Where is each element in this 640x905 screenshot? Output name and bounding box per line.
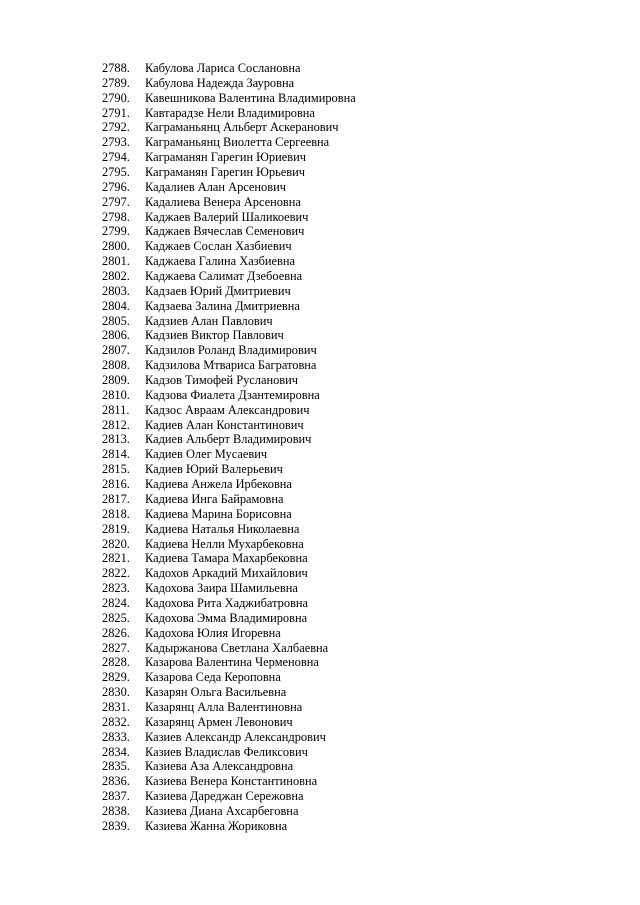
list-item	[102, 537, 356, 552]
list-item	[102, 685, 356, 700]
list-item	[102, 61, 356, 76]
list-item	[102, 180, 356, 195]
entry-name: Казарянц Армен Левонович	[145, 714, 293, 729]
entry-number: 2794.	[102, 150, 130, 165]
entry-number: 2825.	[102, 610, 130, 625]
entry-number: 2823.	[102, 581, 130, 596]
entry-name: Кадохова Заира Шамильевна	[145, 581, 298, 596]
entry-number: 2805.	[102, 313, 130, 328]
entry-name: Казарова Седа Кероповна	[145, 670, 281, 685]
entry-number: 2821.	[102, 551, 130, 566]
entry-number: 2826.	[102, 625, 130, 640]
entry-number: 2814.	[102, 447, 130, 462]
entry-number: 2793.	[102, 135, 130, 150]
entry-name: Кадохова Юлия Игоревна	[145, 625, 281, 640]
entry-number: 2812.	[102, 417, 130, 432]
entry-number: 2838.	[102, 803, 130, 818]
entry-number: 2807.	[102, 343, 130, 358]
entry-number: 2808.	[102, 358, 130, 373]
list-item	[102, 76, 356, 91]
entry-name: Кавешникова Валентина Владимировна	[145, 90, 356, 105]
entry-name: Кадзаев Юрий Дмитриевич	[145, 283, 291, 298]
list-item	[102, 715, 356, 730]
entry-name: Кадиев Олег Мусаевич	[145, 447, 268, 462]
entry-number: 2798.	[102, 209, 130, 224]
list-item	[102, 165, 356, 180]
entry-name: Кабулова Надежда Зауровна	[145, 75, 295, 90]
entry-number: 2834.	[102, 744, 130, 759]
entry-name: Кадохова Эмма Владимировна	[145, 610, 308, 625]
entry-name: Казиева Венера Константиновна	[145, 774, 318, 789]
entry-name: Кадзаева Залина Дмитриевна	[145, 298, 300, 313]
entry-name: Казарова Валентина Черменовна	[145, 655, 319, 670]
list-item	[102, 759, 356, 774]
list-item	[102, 254, 356, 269]
list-item	[102, 566, 356, 581]
list-item	[102, 596, 356, 611]
entry-number: 2817.	[102, 491, 130, 506]
entry-name: Каграманьянц Альберт Аскеранович	[145, 120, 339, 135]
list-item	[102, 655, 356, 670]
entry-number: 2797.	[102, 194, 130, 209]
entry-number: 2811.	[102, 402, 130, 417]
entry-number: 2836.	[102, 774, 130, 789]
entry-name: Казиева Диана Ахсарбеговна	[145, 803, 299, 818]
entry-name: Казарянц Алла Валентиновна	[145, 699, 303, 714]
entry-number: 2795.	[102, 165, 130, 180]
entry-name: Кадиева Наталья Николаевна	[145, 521, 300, 536]
entry-number: 2839.	[102, 818, 130, 833]
entry-number: 2810.	[102, 387, 130, 402]
entry-number: 2788.	[102, 61, 130, 75]
entry-name: Каджаев Сослан Хазбиевич	[145, 239, 292, 254]
entry-name: Кадиева Тамара Махарбековна	[145, 551, 308, 566]
list-item	[102, 195, 356, 210]
entry-number: 2824.	[102, 595, 130, 610]
entry-name: Кавтарадзе Нели Владимировна	[145, 105, 315, 120]
list-item	[102, 462, 356, 477]
list-item	[102, 432, 356, 447]
entry-name: Кадиев Алан Константинович	[145, 417, 304, 432]
entry-number: 2831.	[102, 699, 130, 714]
entry-name: Каджаева Галина Хазбиевна	[145, 254, 296, 269]
entry-name: Кабулова Лариса Сослановна	[145, 61, 301, 75]
entry-name: Кадзилова Мтвариса Багратовна	[145, 358, 317, 373]
entry-name: Кадохов Аркадий Михайлович	[145, 566, 308, 581]
entry-name: Каграманян Гарегин Юрьевич	[145, 165, 305, 180]
entry-name: Каграманян Гарегин Юриевич	[145, 150, 306, 165]
list-item	[102, 670, 356, 685]
entry-number: 2819.	[102, 521, 130, 536]
entry-name: Казиева Жанна Жориковна	[145, 818, 288, 833]
entry-number: 2822.	[102, 566, 130, 581]
list-item	[102, 224, 356, 239]
entry-name: Каграманьянц Виолетта Сергеевна	[145, 135, 330, 150]
entry-name: Каджаев Валерий Шаликоевич	[145, 209, 309, 224]
list-item	[102, 284, 356, 299]
list-item	[102, 239, 356, 254]
entry-name: Кадзиев Алан Павлович	[145, 313, 273, 328]
entry-number: 2815.	[102, 462, 130, 477]
list-item	[102, 551, 356, 566]
list-item	[102, 774, 356, 789]
list-item	[102, 581, 356, 596]
list-item	[102, 641, 356, 656]
entry-number: 2828.	[102, 655, 130, 670]
list-item	[102, 700, 356, 715]
entry-number: 2800.	[102, 239, 130, 254]
list-item	[102, 388, 356, 403]
entry-number: 2789.	[102, 75, 130, 90]
entry-name: Казиева Аза Александровна	[145, 759, 294, 774]
entry-name: Кадохова Рита Хаджибатровна	[145, 595, 309, 610]
entry-name: Каджаев Вячеслав Семенович	[145, 224, 305, 239]
entry-number: 2799.	[102, 224, 130, 239]
list-item	[102, 418, 356, 433]
entry-name: Кадиева Марина Борисовна	[145, 506, 292, 521]
entry-number: 2818.	[102, 506, 130, 521]
entry-name: Кадиев Юрий Валерьевич	[145, 462, 283, 477]
list-item	[102, 507, 356, 522]
entry-number: 2790.	[102, 90, 130, 105]
list-item	[102, 358, 356, 373]
entry-number: 2829.	[102, 670, 130, 685]
list-item	[102, 789, 356, 804]
list-item	[102, 730, 356, 745]
entry-number: 2796.	[102, 179, 130, 194]
list-item	[102, 403, 356, 418]
entry-number: 2816.	[102, 477, 130, 492]
entry-name: Кадалиева Венера Арсеновна	[145, 194, 301, 209]
entry-name: Кадзилов Роланд Владимирович	[145, 343, 317, 358]
list-item	[102, 447, 356, 462]
entry-number: 2792.	[102, 120, 130, 135]
list-item	[102, 210, 356, 225]
entry-number: 2806.	[102, 328, 130, 343]
list-item	[102, 269, 356, 284]
entry-name: Кадиева Анжела Ирбековна	[145, 477, 292, 492]
list-item	[102, 106, 356, 121]
entry-name: Кадзос Авраам Александрович	[145, 402, 310, 417]
list-item	[102, 91, 356, 106]
entry-number: 2820.	[102, 536, 130, 551]
list-item	[102, 373, 356, 388]
list-item	[102, 522, 356, 537]
entry-name: Кадиев Альберт Владимирович	[145, 432, 312, 447]
entry-name: Кадыржанова Светлана Халбаевна	[145, 640, 329, 655]
list-item	[102, 611, 356, 626]
list-item	[102, 135, 356, 150]
list-item	[102, 477, 356, 492]
entry-number: 2802.	[102, 269, 130, 284]
list-item	[102, 120, 356, 135]
entry-name: Казиева Дареджан Сережовна	[145, 789, 304, 804]
entry-name: Казиев Владислав Феликсович	[145, 744, 308, 759]
list-item	[102, 745, 356, 760]
list-item	[102, 804, 356, 819]
list-item	[102, 328, 356, 343]
list-item	[102, 299, 356, 314]
entry-name: Казарян Ольга Васильевна	[145, 685, 287, 700]
entry-name: Кадалиев Алан Арсенович	[145, 179, 286, 194]
entry-name: Кадзова Фиалета Дзантемировна	[145, 387, 320, 402]
entry-name: Кадзов Тимофей Русланович	[145, 373, 299, 388]
list-item	[102, 626, 356, 641]
entry-name: Кадзиев Виктор Павлович	[145, 328, 284, 343]
entry-number: 2801.	[102, 254, 130, 269]
entry-number: 2837.	[102, 789, 130, 804]
entry-number: 2803.	[102, 283, 130, 298]
list-item	[102, 314, 356, 329]
list-item	[102, 150, 356, 165]
list-item	[102, 492, 356, 507]
list-item	[102, 819, 356, 834]
entry-number: 2804.	[102, 298, 130, 313]
entry-number: 2835.	[102, 759, 130, 774]
entry-name: Кадиева Инга Байрамовна	[145, 491, 284, 506]
entry-number: 2832.	[102, 714, 130, 729]
entry-number: 2830.	[102, 685, 130, 700]
entry-name: Каджаева Салимат Дзебоевна	[145, 269, 303, 284]
list-item	[102, 343, 356, 358]
entry-number: 2791.	[102, 105, 130, 120]
entry-name: Кадиева Нелли Мухарбековна	[145, 536, 304, 551]
entry-number: 2813.	[102, 432, 130, 447]
entry-number: 2809.	[102, 373, 130, 388]
entry-number: 2827.	[102, 640, 130, 655]
entry-name: Казиев Александр Александрович	[145, 729, 326, 744]
name-list	[102, 61, 356, 834]
entry-number: 2833.	[102, 729, 130, 744]
